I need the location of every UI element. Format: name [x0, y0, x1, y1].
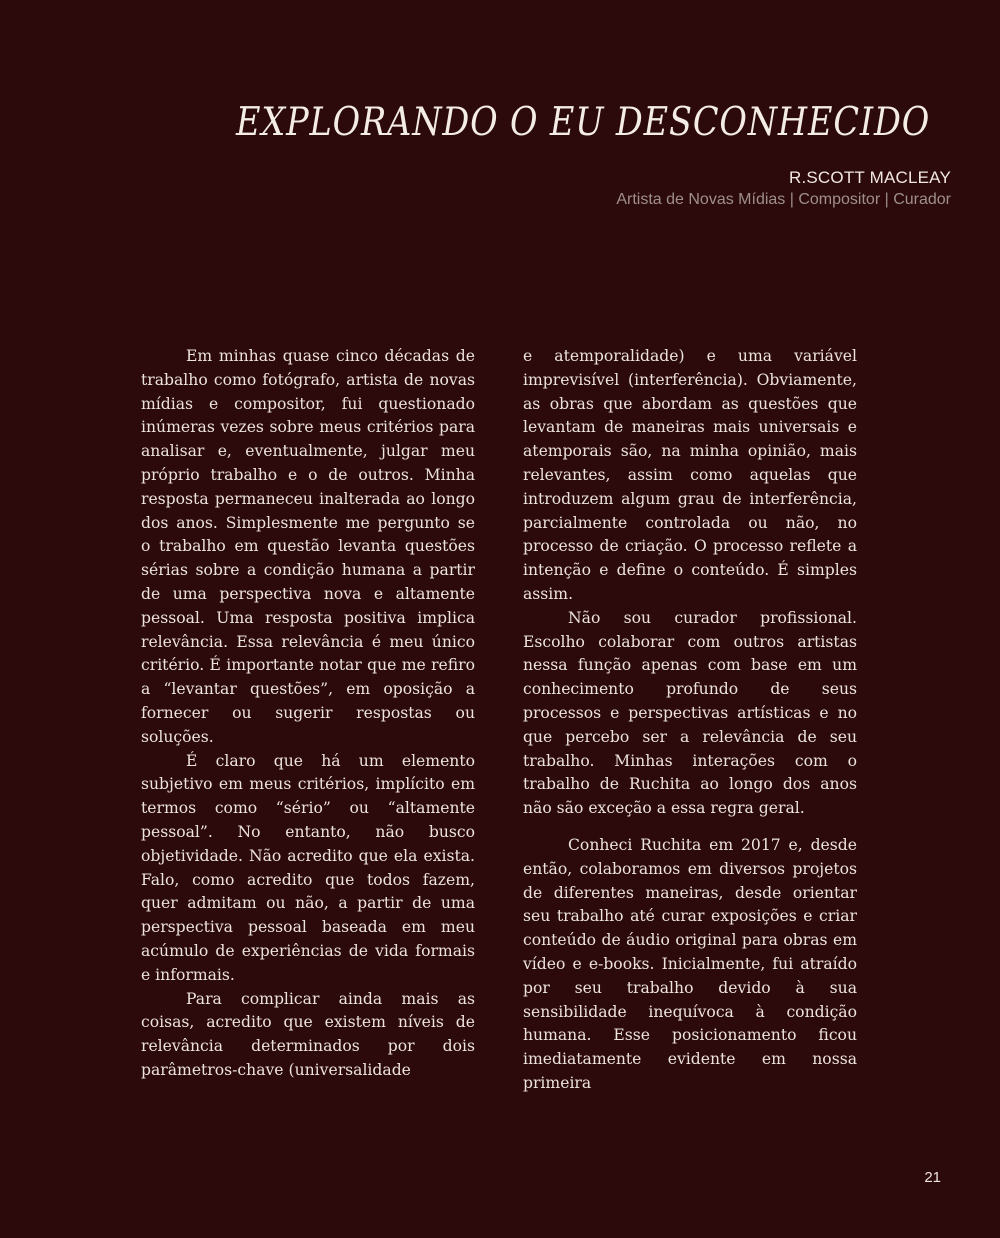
- paragraph: É claro que há um elemento subjetivo em meus critérios, implícito em termos como “sério” ou “altamente pessoal”. No entanto, não busco objetividade. Não acredito que ela exista. Falo, como acredito que todos fazem, quer admitam ou não, a partir de uma perspectiva pessoal baseada em meu acúmulo de experiências de vida formais e informais.: [141, 751, 475, 984]
- page-number: 21: [924, 1169, 941, 1186]
- paragraph: Para complicar ainda mais as coisas, acredito que existem níveis de relevância determinados por dois parâmetros-chave (universalidade: [141, 989, 475, 1079]
- left-column: [141, 345, 475, 1083]
- paragraph: Conheci Ruchita em 2017 e, desde então, colaboramos em diversos projetos de diferentes maneiras, desde orientar seu trabalho até curar exposições e criar conteúdo de áudio original para obras em vídeo e e-books. Inicialmente, fui atraído por seu trabalho devido à sua sensibilidade inequívoca à condição humana. Esse posicionamento ficou imediatamente evidente em nossa primeira: [523, 835, 857, 1092]
- author-name: R.SCOTT MACLEAY: [788, 168, 951, 187]
- paragraph: Em minhas quase cinco décadas de trabalho como fotógrafo, artista de novas mídias e compositor, fui questionado inúmeras vezes sobre meus critérios para analisar e, eventualmente, julgar meu próprio trabalho e o de outros. Minha resposta permaneceu inalterada ao longo dos anos. Simplesmente me pergunto se o trabalho em questão levanta questões sérias sobre a condição humana a partir de uma perspectiva nova e altamente pessoal. Uma resposta positiva implica relevância. Essa relevância é meu único critério. É importante notar que me refiro a “levantar questões”, em oposição a fornecer ou sugerir respostas ou soluções.: [141, 347, 475, 746]
- paragraph: e atemporalidade) e uma variável imprevisível (interferência). Obviamente, as obras que abordam as questões que levantam de maneiras mais universais e atemporais são, na minha opinião, mais relevantes, assim como aquelas que introduzem algum grau de interferência, parcialmente controlada ou não, no processo de criação. O processo reflete a intenção e define o conteúdo. É simples assim.: [523, 347, 857, 603]
- right-column: [523, 345, 857, 1096]
- article-title: EXPLORANDO O EU DESCONHECIDO: [235, 100, 930, 145]
- author-role: Artista de Novas Mídias | Compositor | Curador: [616, 191, 951, 208]
- paragraph: Não sou curador profissional. Escolho colaborar com outros artistas nessa função apenas com base em um conhecimento profundo de seus processos e perspectivas artísticas e no que percebo ser a relevância de seu trabalho. Minhas interações com o trabalho de Ruchita ao longo dos anos não são exceção a essa regra geral.: [523, 608, 857, 818]
